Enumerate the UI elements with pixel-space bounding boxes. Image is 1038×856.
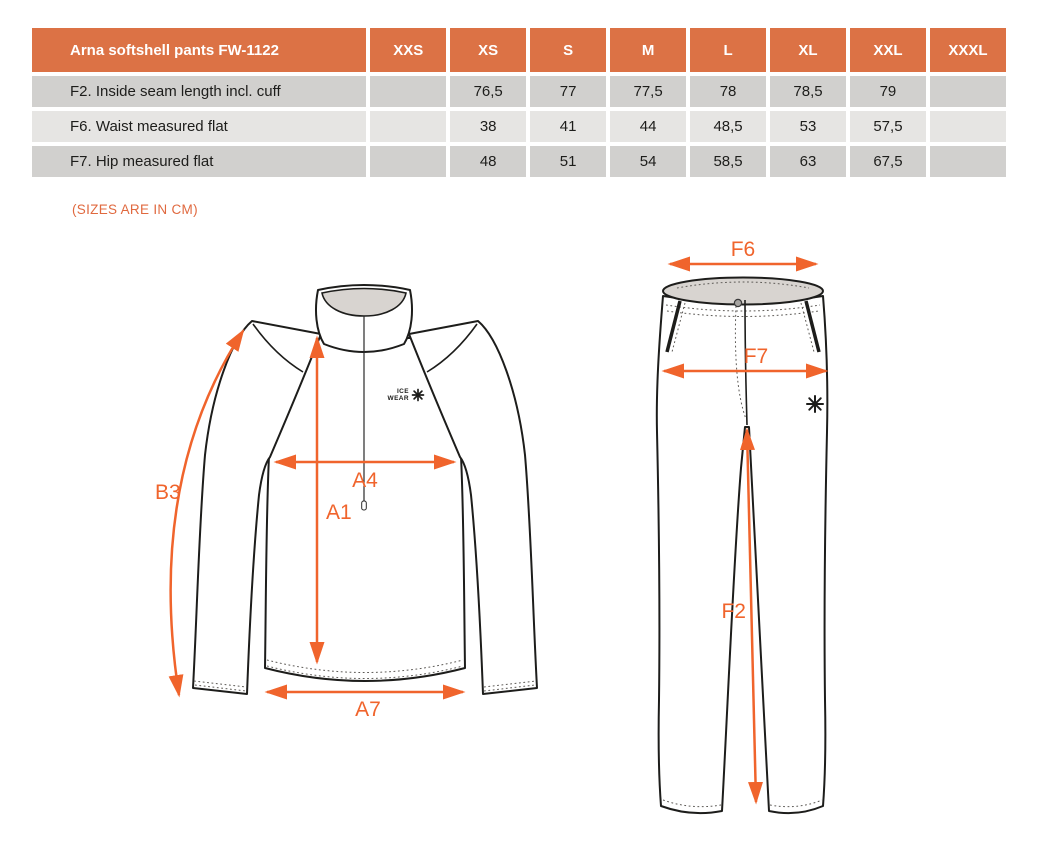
size-cell — [370, 76, 446, 107]
table-header-row — [32, 28, 1006, 72]
size-cell — [930, 146, 1006, 177]
size-cell: 41 — [530, 111, 606, 142]
size-cell: 78,5 — [770, 76, 846, 107]
size-cell: 48,5 — [690, 111, 766, 142]
size-cell: 79 — [850, 76, 926, 107]
size-cell: 44 — [610, 111, 686, 142]
sizes-unit-note: (SIZES ARE IN CM) — [72, 202, 198, 217]
size-table — [28, 24, 1010, 181]
dimension-label-a4: A4 — [352, 469, 378, 492]
size-cell: 77,5 — [610, 76, 686, 107]
table-row-f2 — [32, 76, 1006, 107]
measurement-row-label: F7. Hip measured flat — [32, 146, 366, 177]
size-column-header-l: L — [690, 28, 766, 72]
size-cell: 53 — [770, 111, 846, 142]
dimension-label-f6: F6 — [730, 238, 756, 261]
table-title: Arna softshell pants FW-1122 — [32, 28, 366, 72]
pants-measurement-diagram — [618, 228, 930, 856]
size-column-header-s: S — [530, 28, 606, 72]
size-cell — [370, 111, 446, 142]
size-cell: 38 — [450, 111, 526, 142]
pullover-measurement-diagram — [140, 235, 610, 760]
size-column-header-xl: XL — [770, 28, 846, 72]
zipper-pull — [362, 501, 367, 510]
size-cell: 54 — [610, 146, 686, 177]
size-column-header-xxxl: XXXL — [930, 28, 1006, 72]
size-cell: 57,5 — [850, 111, 926, 142]
dimension-label-b3: B3 — [155, 481, 181, 504]
size-column-header-xxs: XXS — [370, 28, 446, 72]
measurement-row-label: F6. Waist measured flat — [32, 111, 366, 142]
size-cell: 67,5 — [850, 146, 926, 177]
waist-button — [734, 299, 741, 306]
size-cell: 58,5 — [690, 146, 766, 177]
snowflake-icon — [413, 390, 424, 401]
logo-text-line1: ICE — [396, 388, 409, 395]
size-column-header-m: M — [610, 28, 686, 72]
size-column-header-xxl: XXL — [850, 28, 926, 72]
size-cell: 78 — [690, 76, 766, 107]
dimension-label-f2: F2 — [721, 600, 746, 623]
table-row-f7 — [32, 146, 1006, 177]
dimension-label-a1: A1 — [326, 501, 352, 524]
logo-text-line2: WEAR — [387, 395, 409, 402]
pants-body — [657, 296, 828, 813]
size-cell: 48 — [450, 146, 526, 177]
pullover-drawing — [155, 285, 537, 721]
size-column-header-xs: XS — [450, 28, 526, 72]
size-cell: 77 — [530, 76, 606, 107]
size-cell — [370, 146, 446, 177]
size-cell: 63 — [770, 146, 846, 177]
size-cell — [930, 76, 1006, 107]
size-cell — [930, 111, 1006, 142]
dimension-label-f7: F7 — [743, 345, 769, 368]
size-cell: 76,5 — [450, 76, 526, 107]
size-cell: 51 — [530, 146, 606, 177]
table-row-f6 — [32, 111, 1006, 142]
measurement-row-label: F2. Inside seam length incl. cuff — [32, 76, 366, 107]
dimension-label-a7: A7 — [355, 698, 381, 721]
snowflake-icon — [807, 396, 823, 412]
pants-drawing — [657, 238, 828, 813]
